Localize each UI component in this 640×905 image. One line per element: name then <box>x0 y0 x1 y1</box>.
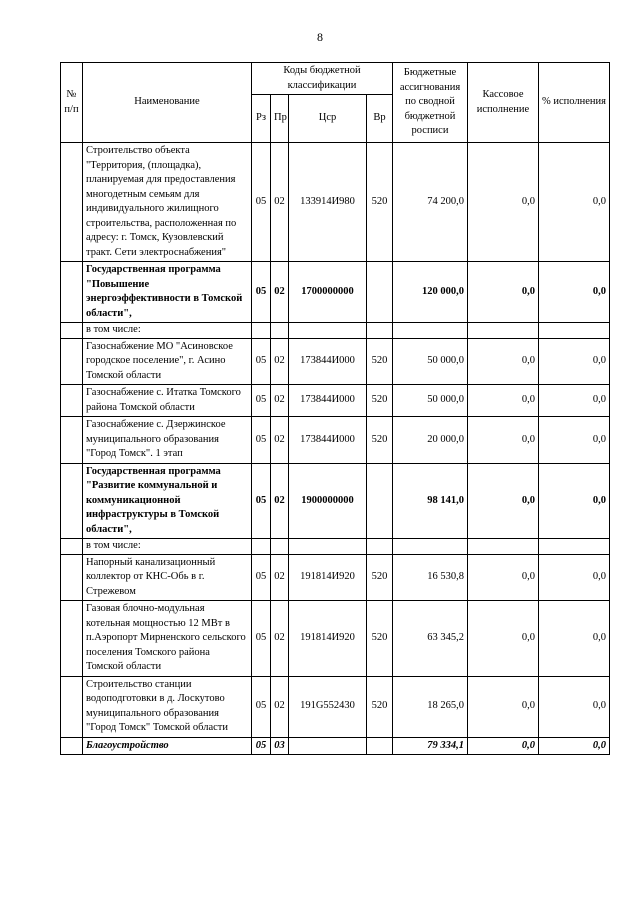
page-number: 8 <box>317 30 323 44</box>
row-num-cell <box>61 601 83 677</box>
row-name: Благоустройство <box>83 737 252 755</box>
row-cash <box>468 539 539 555</box>
header-pr: Пр <box>271 95 289 143</box>
row-num-cell <box>61 338 83 385</box>
row-percent: 0,0 <box>539 554 610 601</box>
row-csr: 191814И920 <box>289 554 367 601</box>
row-allocation: 74 200,0 <box>393 143 468 262</box>
table-row <box>61 539 610 555</box>
row-cash: 0,0 <box>468 143 539 262</box>
row-name: в том числе: <box>83 539 252 555</box>
row-csr: 173844И000 <box>289 338 367 385</box>
row-vr: 520 <box>367 143 393 262</box>
row-vr: 520 <box>367 676 393 737</box>
row-pr: 02 <box>271 262 289 323</box>
row-percent: 0,0 <box>539 417 610 464</box>
row-name: Газоснабжение с. Дзержинское муниципального образования "Город Томск". 1 этап <box>83 417 252 464</box>
table-row <box>61 338 610 385</box>
row-pr <box>271 539 289 555</box>
row-cash: 0,0 <box>468 417 539 464</box>
row-allocation <box>393 323 468 339</box>
row-pr: 02 <box>271 601 289 677</box>
header-num: № п/п <box>61 63 83 143</box>
row-percent: 0,0 <box>539 143 610 262</box>
header-percent: % исполнения <box>539 63 610 143</box>
table-row <box>61 385 610 417</box>
row-rz <box>252 539 271 555</box>
row-cash <box>468 323 539 339</box>
row-csr: 1900000000 <box>289 463 367 539</box>
row-csr <box>289 539 367 555</box>
table-row <box>61 601 610 677</box>
row-csr: 133914И980 <box>289 143 367 262</box>
row-cash: 0,0 <box>468 554 539 601</box>
row-rz: 05 <box>252 417 271 464</box>
row-num-cell <box>61 385 83 417</box>
row-percent: 0,0 <box>539 385 610 417</box>
table-row <box>61 417 610 464</box>
row-cash: 0,0 <box>468 463 539 539</box>
row-csr: 1700000000 <box>289 262 367 323</box>
row-rz: 05 <box>252 385 271 417</box>
row-vr: 520 <box>367 554 393 601</box>
row-name: Строительство станции водоподготовки в д. Лоскутово муниципального образования "Город Томск" Томской области <box>83 676 252 737</box>
row-vr: 520 <box>367 385 393 417</box>
row-vr <box>367 262 393 323</box>
table-body <box>61 143 610 755</box>
row-pr: 02 <box>271 143 289 262</box>
row-allocation: 98 141,0 <box>393 463 468 539</box>
row-pr: 02 <box>271 554 289 601</box>
row-pr: 03 <box>271 737 289 755</box>
row-num-cell <box>61 262 83 323</box>
table-row <box>61 737 610 755</box>
row-allocation: 16 530,8 <box>393 554 468 601</box>
row-name: Государственная программа "Развитие коммунальной и коммуникационной инфраструктуры в Томской области", <box>83 463 252 539</box>
row-percent: 0,0 <box>539 601 610 677</box>
header-name: Наименование <box>83 63 252 143</box>
row-num-cell <box>61 737 83 755</box>
row-num-cell <box>61 463 83 539</box>
row-name: Строительство объекта "Территория, (площадка), планируемая для предоставления многодетным семьям для индивидуального жилищного строительства, расположенная по адресу: г. Томск, Кузовлевский тракт. Сети электроснабжения" <box>83 143 252 262</box>
row-pr <box>271 323 289 339</box>
row-percent: 0,0 <box>539 262 610 323</box>
row-percent: 0,0 <box>539 338 610 385</box>
row-allocation: 50 000,0 <box>393 385 468 417</box>
row-pr: 02 <box>271 338 289 385</box>
row-rz: 05 <box>252 676 271 737</box>
table-row <box>61 676 610 737</box>
row-vr <box>367 323 393 339</box>
table-row <box>61 262 610 323</box>
row-csr <box>289 737 367 755</box>
row-num-cell <box>61 417 83 464</box>
row-vr: 520 <box>367 338 393 385</box>
row-cash: 0,0 <box>468 338 539 385</box>
row-cash: 0,0 <box>468 262 539 323</box>
row-name: Газовая блочно-модульная котельная мощностью 12 МВт в п.Аэропорт Мирненского сельского поселения Томского района Томской области <box>83 601 252 677</box>
row-cash: 0,0 <box>468 676 539 737</box>
row-rz: 05 <box>252 262 271 323</box>
row-cash: 0,0 <box>468 737 539 755</box>
row-allocation: 63 345,2 <box>393 601 468 677</box>
row-pr: 02 <box>271 676 289 737</box>
table-row <box>61 463 610 539</box>
header-rz: Рз <box>252 95 271 143</box>
header-cash: Кассовое исполнение <box>468 63 539 143</box>
header-vr: Вр <box>367 95 393 143</box>
table-row <box>61 143 610 262</box>
row-num-cell <box>61 323 83 339</box>
row-vr: 520 <box>367 417 393 464</box>
row-allocation: 79 334,1 <box>393 737 468 755</box>
row-percent: 0,0 <box>539 676 610 737</box>
row-name: в том числе: <box>83 323 252 339</box>
table-row <box>61 323 610 339</box>
row-csr: 191814И920 <box>289 601 367 677</box>
row-csr: 191G552430 <box>289 676 367 737</box>
row-allocation: 18 265,0 <box>393 676 468 737</box>
row-cash: 0,0 <box>468 385 539 417</box>
header-allocation: Бюджетные ассигнования по сводной бюджетной росписи <box>393 63 468 143</box>
row-name: Напорный канализационный коллектор от КНС-Обь в г. Стрежевом <box>83 554 252 601</box>
row-rz: 05 <box>252 554 271 601</box>
row-num-cell <box>61 554 83 601</box>
row-allocation <box>393 539 468 555</box>
row-cash: 0,0 <box>468 601 539 677</box>
row-rz: 05 <box>252 463 271 539</box>
row-vr <box>367 737 393 755</box>
row-rz: 05 <box>252 338 271 385</box>
budget-table <box>60 62 610 755</box>
table-row <box>61 554 610 601</box>
row-percent: 0,0 <box>539 737 610 755</box>
header-codes: Коды бюджетной классификации <box>252 63 393 95</box>
row-csr: 173844И000 <box>289 417 367 464</box>
row-allocation: 20 000,0 <box>393 417 468 464</box>
row-vr: 520 <box>367 601 393 677</box>
row-percent <box>539 539 610 555</box>
row-pr: 02 <box>271 385 289 417</box>
row-vr <box>367 463 393 539</box>
row-rz <box>252 323 271 339</box>
row-rz: 05 <box>252 143 271 262</box>
header-csr: Цср <box>289 95 367 143</box>
row-allocation: 120 000,0 <box>393 262 468 323</box>
row-num-cell <box>61 143 83 262</box>
row-allocation: 50 000,0 <box>393 338 468 385</box>
row-rz: 05 <box>252 601 271 677</box>
row-name: Газоснабжение МО "Асиновское городское поселение", г. Асино Томской области <box>83 338 252 385</box>
row-pr: 02 <box>271 463 289 539</box>
row-csr <box>289 323 367 339</box>
row-num-cell <box>61 539 83 555</box>
row-rz: 05 <box>252 737 271 755</box>
row-pr: 02 <box>271 417 289 464</box>
row-vr <box>367 539 393 555</box>
row-name: Газоснабжение с. Итатка Томского района Томской области <box>83 385 252 417</box>
row-percent <box>539 323 610 339</box>
row-percent: 0,0 <box>539 463 610 539</box>
row-csr: 173844И000 <box>289 385 367 417</box>
row-num-cell <box>61 676 83 737</box>
row-name: Государственная программа "Повышение энергоэффективности в Томской области", <box>83 262 252 323</box>
